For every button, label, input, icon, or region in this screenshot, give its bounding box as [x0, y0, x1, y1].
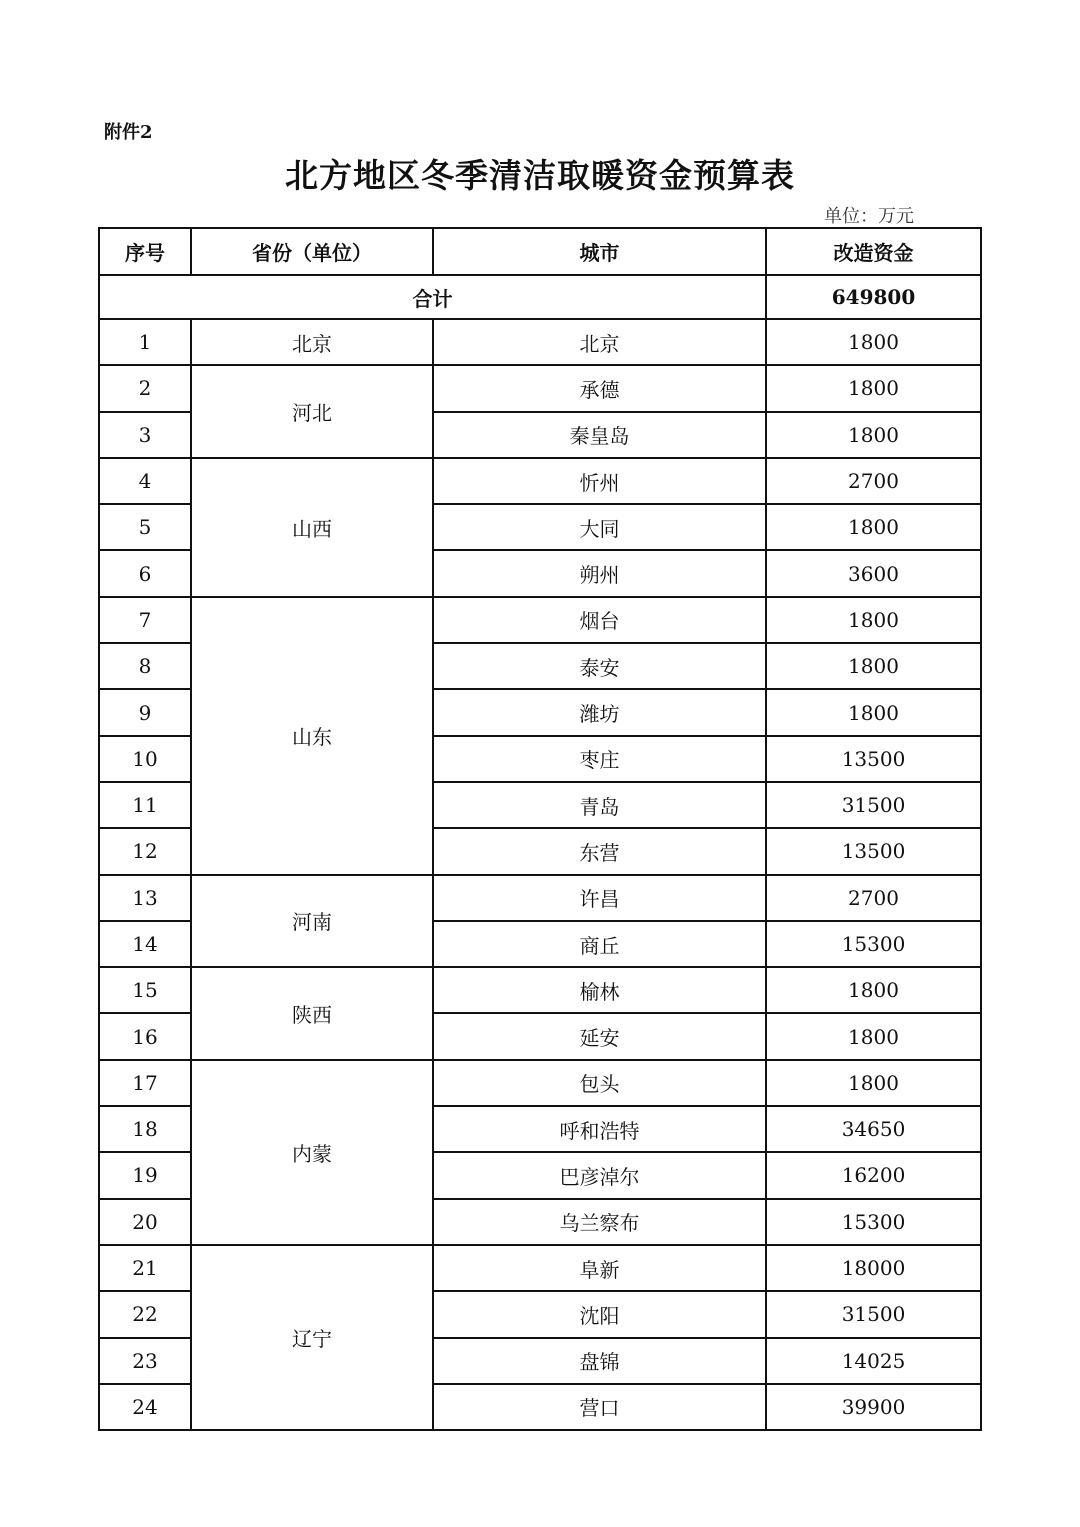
serial-cell: 19 — [99, 1152, 191, 1198]
serial-cell: 3 — [99, 412, 191, 458]
city-cell: 盘锦 — [433, 1338, 766, 1384]
serial-cell: 22 — [99, 1291, 191, 1337]
serial-cell: 12 — [99, 828, 191, 874]
funds-cell: 1800 — [766, 504, 981, 550]
funds-cell: 13500 — [766, 828, 981, 874]
serial-cell: 18 — [99, 1106, 191, 1152]
city-cell: 许昌 — [433, 875, 766, 921]
table-row — [99, 319, 981, 365]
funds-cell: 1800 — [766, 1013, 981, 1059]
header-serial: 序号 — [99, 228, 191, 275]
city-cell: 枣庄 — [433, 736, 766, 782]
funds-cell: 3600 — [766, 550, 981, 596]
city-cell: 北京 — [433, 319, 766, 365]
serial-cell: 23 — [99, 1338, 191, 1384]
city-cell: 延安 — [433, 1013, 766, 1059]
city-cell: 沈阳 — [433, 1291, 766, 1337]
city-cell: 青岛 — [433, 782, 766, 828]
city-cell: 秦皇岛 — [433, 412, 766, 458]
total-label: 合计 — [99, 275, 766, 319]
city-cell: 潍坊 — [433, 689, 766, 735]
funds-cell: 18000 — [766, 1245, 981, 1291]
funds-cell: 2700 — [766, 458, 981, 504]
funds-cell: 34650 — [766, 1106, 981, 1152]
total-row — [99, 275, 981, 319]
city-cell: 大同 — [433, 504, 766, 550]
funds-cell: 1800 — [766, 365, 981, 411]
table-row — [99, 597, 981, 643]
city-cell: 榆林 — [433, 967, 766, 1013]
table-row — [99, 1060, 981, 1106]
funds-cell: 1800 — [766, 643, 981, 689]
funds-cell: 15300 — [766, 921, 981, 967]
unit-label: 单位：万元 — [824, 206, 914, 227]
serial-cell: 1 — [99, 319, 191, 365]
funds-cell: 2700 — [766, 875, 981, 921]
serial-cell: 9 — [99, 689, 191, 735]
city-cell: 泰安 — [433, 643, 766, 689]
serial-cell: 10 — [99, 736, 191, 782]
city-cell: 呼和浩特 — [433, 1106, 766, 1152]
table-row — [99, 1245, 981, 1291]
header-province: 省份（单位） — [191, 228, 433, 275]
serial-cell: 8 — [99, 643, 191, 689]
serial-cell: 17 — [99, 1060, 191, 1106]
serial-cell: 4 — [99, 458, 191, 504]
serial-cell: 20 — [99, 1199, 191, 1245]
serial-cell: 11 — [99, 782, 191, 828]
funds-cell: 1800 — [766, 967, 981, 1013]
serial-cell: 7 — [99, 597, 191, 643]
serial-cell: 14 — [99, 921, 191, 967]
province-cell: 辽宁 — [191, 1245, 433, 1430]
city-cell: 乌兰察布 — [433, 1199, 766, 1245]
funds-cell: 14025 — [766, 1338, 981, 1384]
serial-cell: 21 — [99, 1245, 191, 1291]
province-cell: 河北 — [191, 365, 433, 458]
city-cell: 烟台 — [433, 597, 766, 643]
table-row — [99, 967, 981, 1013]
funds-cell: 1800 — [766, 412, 981, 458]
city-cell: 营口 — [433, 1384, 766, 1430]
budget-table — [98, 227, 982, 1431]
province-cell: 北京 — [191, 319, 433, 365]
serial-cell: 15 — [99, 967, 191, 1013]
total-value: 649800 — [766, 275, 981, 319]
funds-cell: 31500 — [766, 1291, 981, 1337]
table-row — [99, 458, 981, 504]
funds-cell: 39900 — [766, 1384, 981, 1430]
funds-cell: 16200 — [766, 1152, 981, 1198]
province-cell: 山西 — [191, 458, 433, 597]
funds-cell: 13500 — [766, 736, 981, 782]
city-cell: 巴彦淖尔 — [433, 1152, 766, 1198]
province-cell: 河南 — [191, 875, 433, 968]
funds-cell: 1800 — [766, 689, 981, 735]
serial-cell: 16 — [99, 1013, 191, 1059]
city-cell: 包头 — [433, 1060, 766, 1106]
serial-cell: 13 — [99, 875, 191, 921]
province-cell: 内蒙 — [191, 1060, 433, 1245]
city-cell: 东营 — [433, 828, 766, 874]
province-cell: 陕西 — [191, 967, 433, 1060]
city-cell: 阜新 — [433, 1245, 766, 1291]
province-cell: 山东 — [191, 597, 433, 875]
funds-cell: 1800 — [766, 319, 981, 365]
attachment-label: 附件2 — [104, 122, 153, 143]
funds-cell: 1800 — [766, 1060, 981, 1106]
serial-cell: 5 — [99, 504, 191, 550]
header-funds: 改造资金 — [766, 228, 981, 275]
serial-cell: 24 — [99, 1384, 191, 1430]
funds-cell: 1800 — [766, 597, 981, 643]
document-title: 北方地区冬季清洁取暖资金预算表 — [285, 156, 795, 195]
table-row — [99, 365, 981, 411]
table-header-row — [99, 228, 981, 275]
serial-cell: 2 — [99, 365, 191, 411]
city-cell: 忻州 — [433, 458, 766, 504]
table-row — [99, 875, 981, 921]
city-cell: 承德 — [433, 365, 766, 411]
funds-cell: 31500 — [766, 782, 981, 828]
city-cell: 商丘 — [433, 921, 766, 967]
city-cell: 朔州 — [433, 550, 766, 596]
funds-cell: 15300 — [766, 1199, 981, 1245]
serial-cell: 6 — [99, 550, 191, 596]
header-city: 城市 — [433, 228, 766, 275]
